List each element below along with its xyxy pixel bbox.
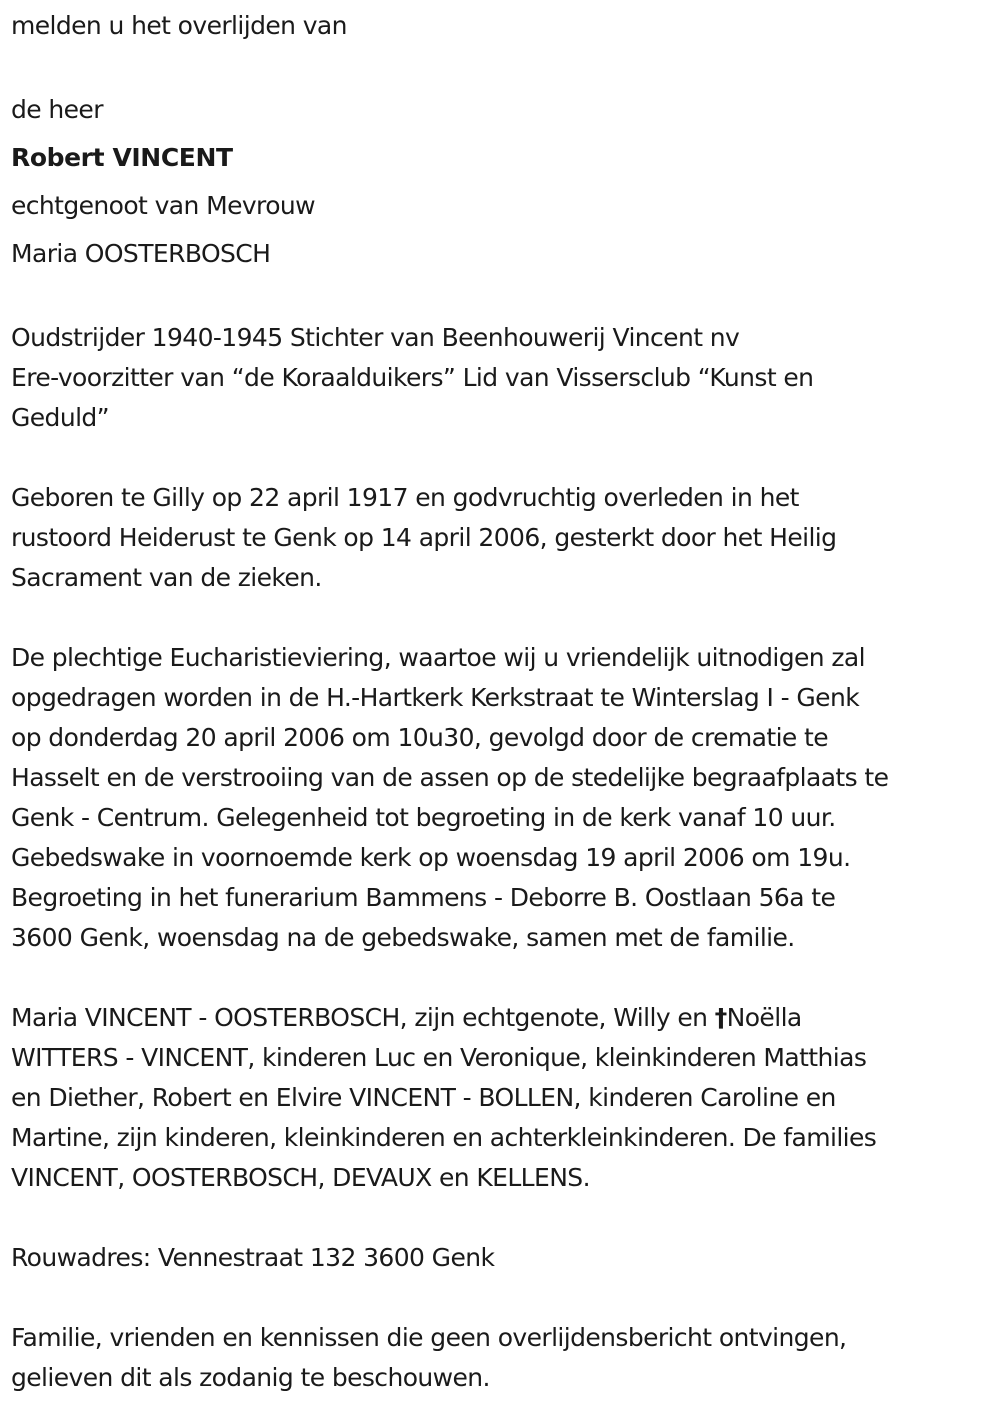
roles-paragraph (11, 318, 991, 438)
closing-line: gelieven dit als zodanig te beschouwen. (11, 1363, 490, 1392)
family-line-end: Noëlla (726, 1003, 802, 1032)
family-line: VINCENT, OOSTERBOSCH, DEVAUX en KELLENS. (11, 1163, 590, 1192)
roles-line: Geduld” (11, 403, 110, 432)
deceased-name: Robert VINCENT (11, 143, 233, 172)
closing-paragraph (11, 1318, 991, 1398)
ceremony-line: op donderdag 20 april 2006 om 10u30, gevolgd door de crematie te (11, 723, 829, 752)
ceremony-paragraph (11, 638, 991, 958)
roles-line: Ere-voorzitter van “de Koraalduikers” Lid van Vissersclub “Kunst en (11, 363, 814, 392)
mourning-address: Rouwadres: Vennestraat 132 3600 Genk (11, 1243, 495, 1272)
ceremony-line: Begroeting in het funerarium Bammens - Deborre B. Oostlaan 56a te (11, 883, 836, 912)
family-paragraph (11, 998, 991, 1198)
family-line-start: Maria VINCENT - OOSTERBOSCH, zijn echtgenote, Willy en (11, 1003, 715, 1032)
intro-text: melden u het overlijden van (11, 11, 347, 40)
birth-death-line: Sacrament van de zieken. (11, 563, 322, 592)
birth-death-line: Geboren te Gilly op 22 april 1917 en godvruchtig overleden in het (11, 483, 799, 512)
family-line: WITTERS - VINCENT, kinderen Luc en Veronique, kleinkinderen Matthias (11, 1043, 867, 1072)
spouse-line-2: Maria OOSTERBOSCH (11, 239, 271, 268)
ceremony-line: 3600 Genk, woensdag na de gebedswake, samen met de familie. (11, 923, 795, 952)
closing-line: Familie, vrienden en kennissen die geen overlijdensbericht ontvingen, (11, 1323, 847, 1352)
birth-death-line: rustoord Heiderust te Genk op 14 april 2006, gesterkt door het Heilig (11, 523, 837, 552)
family-line: Martine, zijn kinderen, kleinkinderen en achterkleinkinderen. De families (11, 1123, 877, 1152)
family-line (11, 998, 991, 1038)
ceremony-line: opgedragen worden in de H.-Hartkerk Kerkstraat te Winterslag I - Genk (11, 683, 860, 712)
roles-line: Oudstrijder 1940-1945 Stichter van Beenhouwerij Vincent nv (11, 323, 740, 352)
family-line: en Diether, Robert en Elvire VINCENT - BOLLEN, kinderen Caroline en (11, 1083, 836, 1112)
ceremony-line: Genk - Centrum. Gelegenheid tot begroeting in de kerk vanaf 10 uur. (11, 803, 836, 832)
ceremony-line: Hasselt en de verstrooiing van de assen op de stedelijke begraafplaats te (11, 763, 889, 792)
birth-death-paragraph (11, 478, 991, 598)
ceremony-line: De plechtige Eucharistieviering, waartoe wij u vriendelijk uitnodigen zal (11, 643, 865, 672)
obituary-document (11, 0, 991, 1398)
spouse-line-1: echtgenoot van Mevrouw (11, 191, 315, 220)
title-prefix: de heer (11, 95, 103, 124)
cross-icon: † (714, 1003, 727, 1032)
ceremony-line: Gebedswake in voornoemde kerk op woensdag 19 april 2006 om 19u. (11, 843, 851, 872)
